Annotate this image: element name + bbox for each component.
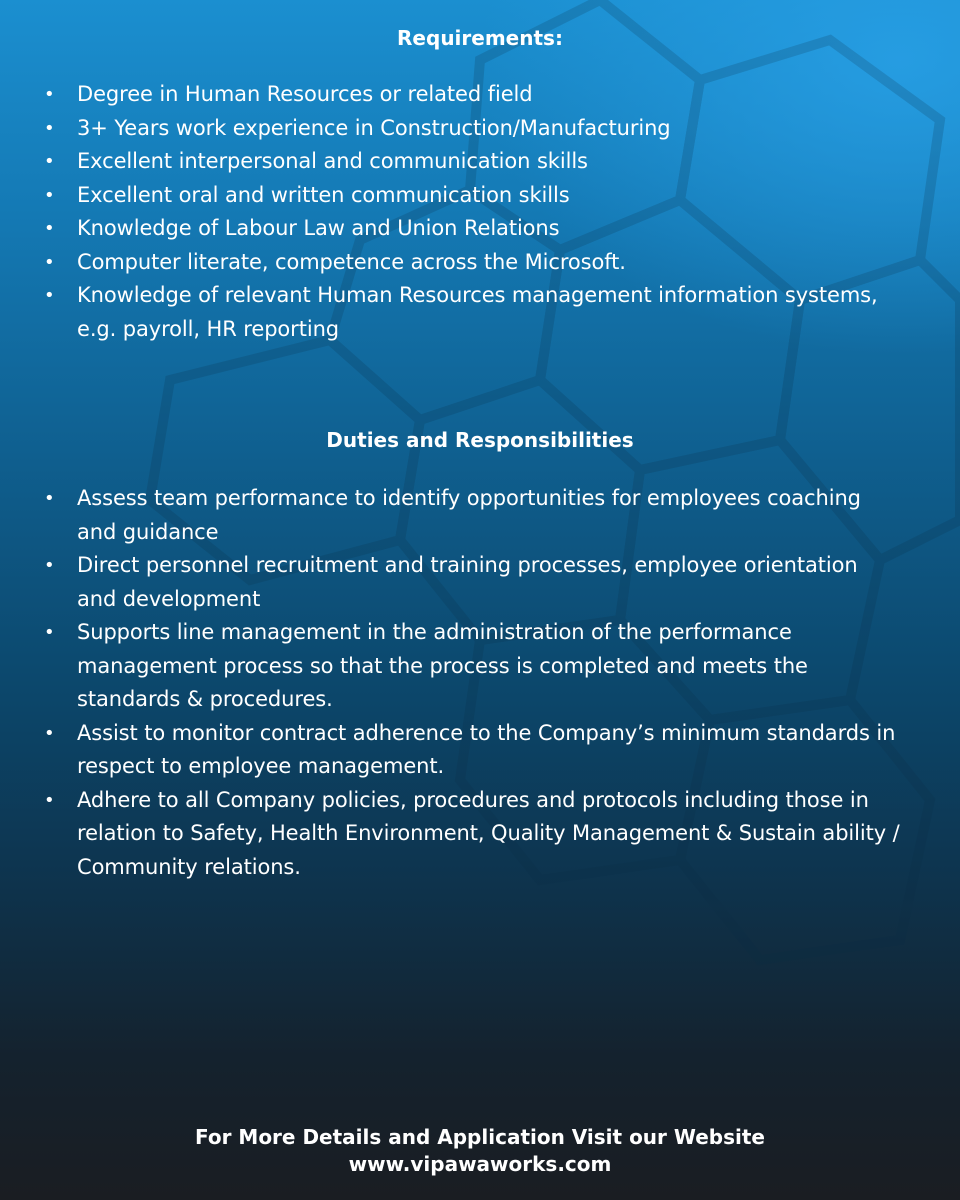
list-item: • Excellent oral and written communication skills — [0, 179, 900, 213]
list-item: • Computer literate, competence across the Microsoft. — [0, 246, 900, 280]
list-item: • Direct personnel recruitment and training processes, employee orientation and development — [0, 549, 900, 616]
footer-call-to-action: For More Details and Application Visit our Website — [195, 1125, 765, 1149]
list-item: • 3+ Years work experience in Construction/Manufacturing — [0, 112, 900, 146]
list-item: • Knowledge of relevant Human Resources management information systems, e.g. payroll, HR reporting — [0, 279, 900, 346]
list-item: • Adhere to all Company policies, procedures and protocols including those in relation to Safety, Health Environment, Quality Management & Sustain ability / Community relations. — [0, 784, 900, 885]
list-item: • Excellent interpersonal and communication skills — [0, 145, 900, 179]
list-item: • Assess team performance to identify opportunities for employees coaching and guidance — [0, 482, 900, 549]
requirements-heading: Requirements: — [397, 26, 563, 50]
list-item: • Assist to monitor contract adherence to the Company’s minimum standards in respect to employee management. — [0, 717, 900, 784]
website-url: www.vipawaworks.com — [348, 1152, 612, 1176]
footer — [0, 1124, 960, 1178]
duties-heading: Duties and Responsibilities — [326, 428, 634, 452]
list-item: • Supports line management in the administration of the performance management process so that the process is completed and meets the standards & procedures. — [0, 616, 900, 717]
list-item: • Knowledge of Labour Law and Union Relations — [0, 212, 900, 246]
requirements-list — [0, 78, 900, 346]
list-item: • Degree in Human Resources or related field — [0, 78, 900, 112]
duties-list — [0, 482, 900, 884]
